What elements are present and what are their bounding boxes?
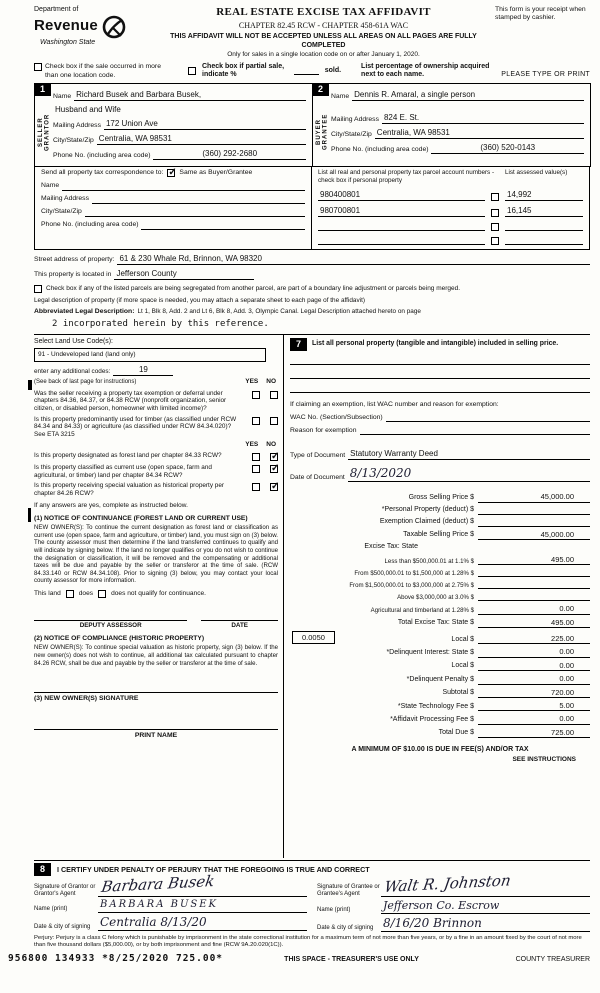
- dept-line: Department of: [34, 6, 79, 13]
- buyer-phone-label: Phone No. (including area code): [331, 145, 429, 153]
- tax-value-field[interactable]: 495.00: [478, 618, 590, 628]
- tax-row-affidavit-fee: *Affidavit Processing Fee $ 0.00: [290, 714, 590, 724]
- assessed-value-field[interactable]: [505, 222, 583, 231]
- reason-exemption-label: Reason for exemption: [290, 426, 357, 434]
- parcel-number-field[interactable]: [318, 222, 485, 231]
- parcel-row: [318, 236, 583, 245]
- notice-compliance-title: (2) NOTICE OF COMPLIANCE (HISTORIC PROPERTY): [34, 635, 205, 643]
- grantor-name-print-label: Name (print): [34, 906, 68, 913]
- certification-statement: I CERTIFY UNDER PENALTY OF PERJURY THAT THE FOREGOING IS TRUE AND CORRECT: [57, 864, 370, 874]
- wac-number-field[interactable]: [386, 413, 590, 422]
- receipt-note: This form is your receipt when stamped by cashier.: [495, 6, 586, 22]
- dor-swirl-icon: [101, 15, 127, 39]
- section-8-number: 8: [34, 863, 51, 876]
- tax-value-field[interactable]: [478, 580, 590, 589]
- grantor-name-print-field[interactable]: BARBARA BUSEK: [98, 899, 307, 913]
- assessed-value-field[interactable]: 14,992: [505, 190, 583, 201]
- personal-property-line[interactable]: [290, 353, 590, 365]
- notice-compliance-text: NEW OWNER(S): To continue special valuation as historic property, sign (3) below. If the new owner(s) does not wish to continue, all additional tax calculated pursuant to chapter 84.26 RCW, shall be due and payable by the seller or transferor at the time of sale.: [34, 644, 278, 667]
- yes-header: YES: [245, 440, 259, 448]
- single-location-note: Only for sales in a single location code on or after January 1, 2020.: [227, 51, 420, 59]
- buyer-phone-field[interactable]: (360) 520-0143: [431, 143, 584, 154]
- ink-mark: [28, 508, 31, 522]
- street-address-field[interactable]: 61 & 230 Whale Rd, Brinnon, WA 98320: [117, 254, 590, 265]
- timber-yes-checkbox[interactable]: [252, 417, 260, 425]
- partial-sale-percent-field[interactable]: [294, 67, 319, 75]
- grantee-date-city-label: Date & city of signing: [317, 925, 374, 932]
- new-owner-signature-field[interactable]: [34, 677, 278, 693]
- grantee-name-print-field[interactable]: Jefferson Co. Escrow: [381, 899, 590, 914]
- historic-yes-checkbox[interactable]: [252, 483, 260, 491]
- buyer-csz-label: City/State/Zip: [331, 130, 372, 138]
- tax-value-field[interactable]: 0.00: [478, 714, 590, 724]
- personal-property-checkbox[interactable]: [491, 209, 499, 217]
- deputy-assessor-signature-field[interactable]: [34, 612, 187, 621]
- buyer-mailing-field[interactable]: 824 E. St.: [382, 113, 584, 124]
- personal-property-line[interactable]: [290, 367, 590, 379]
- parcel-number-field[interactable]: 980700801: [318, 206, 485, 217]
- question-forest-land: Is this property designated as forest land per chapter 84.33 RCW? ✓: [34, 452, 278, 461]
- does-label: does: [78, 589, 94, 597]
- certification-section: [34, 860, 590, 950]
- local-rate-box[interactable]: 0.0050: [292, 631, 335, 644]
- seller-name2-field[interactable]: Husband and Wife: [55, 105, 121, 115]
- tax-value-field[interactable]: 0.00: [478, 604, 590, 614]
- tax-value-field[interactable]: [478, 506, 590, 515]
- corr-name-label: Name: [41, 182, 60, 190]
- partial-sale-suffix: sold.: [324, 67, 342, 74]
- partial-sale-checkbox[interactable]: [188, 67, 196, 75]
- acceptance-warning: THIS AFFIDAVIT WILL NOT BE ACCEPTED UNLESS ALL AREAS ON ALL PAGES ARE FULLY COMPLETED: [170, 32, 477, 49]
- county-treasurer-label: COUNTY TREASURER: [515, 956, 590, 964]
- personal-property-checkbox[interactable]: [491, 193, 499, 201]
- question-current-use: Is this property classified as current use (open space, farm and agricultural, or timber) land per chapter 84.34 RCW? ✓: [34, 464, 278, 479]
- doc-date-label: Date of Document: [290, 473, 345, 481]
- street-address-label: Street address of property:: [34, 256, 115, 264]
- tax-value-field[interactable]: [478, 568, 590, 577]
- tax-row-tier3: From $1,500,000.01 to $3,000,000 at 2.75% $: [290, 580, 590, 589]
- doc-type-label: Type of Document: [290, 451, 346, 459]
- seller-mailing-label: Mailing Address: [53, 121, 101, 129]
- tax-value-field[interactable]: [478, 518, 590, 527]
- buyer-mailing-label: Mailing Address: [331, 115, 379, 123]
- see-instructions-note: SEE INSTRUCTIONS: [512, 755, 576, 763]
- timber-no-checkbox[interactable]: [270, 417, 278, 425]
- doc-type-field[interactable]: Statutory Warranty Deed: [348, 449, 590, 460]
- grantee-name-print-label: Name (print): [317, 907, 351, 914]
- personal-property-checkbox[interactable]: [491, 223, 499, 231]
- continuance-prefix: This land: [34, 589, 61, 597]
- abbrev-legal-label: Abbreviated Legal Description:: [34, 307, 135, 315]
- notice-continuance-title: (1) NOTICE OF CONTINUANCE (FOREST LAND OR CURRENT USE): [34, 514, 248, 522]
- corr-name-field[interactable]: [62, 182, 305, 191]
- tax-row-tier1: Less than $500,000.01 at 1.1% $ 495.00: [290, 555, 590, 565]
- wac-number-label: WAC No. (Section/Subsection): [290, 413, 383, 421]
- treasurer-footer: [8, 953, 590, 965]
- section-7-number: 7: [290, 338, 307, 351]
- additional-codes-field[interactable]: 19: [113, 365, 173, 376]
- land-use-column: [34, 335, 284, 858]
- no-header: NO: [266, 378, 276, 386]
- tax-value-field[interactable]: 0.00: [478, 647, 590, 657]
- assessor-date-label: DATE: [231, 622, 248, 630]
- personal-property-line[interactable]: [290, 381, 590, 393]
- seller-phone-label: Phone No. (including area code): [53, 151, 151, 159]
- grantor-signature-field[interactable]: Barbara Busek: [98, 878, 307, 898]
- treasurer-space-label: THIS SPACE - TREASURER'S USE ONLY: [284, 956, 419, 964]
- no-header: NO: [266, 440, 276, 448]
- question-deferral: Was the seller receiving a property tax exemption or deferral under chapters 84.36, 84.37, or 84.38 RCW (nonprofit organization, senior citizen, or disabled person, homeowner with limited income)?: [34, 390, 278, 413]
- reason-exemption-field[interactable]: [360, 426, 591, 435]
- located-in-label: This property is located in: [34, 271, 112, 279]
- question-timber: Is this property predominantly used for timber (as classified under RCW 84.34 and 84.33) or agriculture (as classified under RCW 84.34.020)? See ETA 3215: [34, 416, 278, 439]
- tax-row-subtotal: Subtotal $ 720.00: [290, 688, 590, 698]
- new-owner-signature-label: (3) NEW OWNER(S) SIGNATURE: [34, 695, 139, 703]
- select-land-use-label: Select Land Use Code(s):: [34, 337, 113, 345]
- grantor-date-city-field[interactable]: Centralia 8/13/20: [98, 915, 307, 931]
- complete-below-note: If any answers are yes, complete as instructed below.: [34, 501, 188, 509]
- historic-no-checkbox[interactable]: [270, 483, 278, 491]
- cashier-stamp: 956800 134933 *8/25/2020 725.00*: [8, 953, 224, 965]
- abbrev-legal-typed-line[interactable]: 2 incorporated herein by this reference.: [52, 319, 269, 330]
- tax-value-field[interactable]: 495.00: [478, 555, 590, 565]
- form-title: REAL ESTATE EXCISE TAX AFFIDAVIT: [216, 6, 431, 18]
- tax-value-field[interactable]: 720.00: [478, 688, 590, 698]
- multi-location-label: Check box if the sale occurred in more than one location code.: [45, 63, 161, 79]
- tax-row-local: 0.0050 Local $ 225.00: [290, 631, 590, 644]
- section-7-column: [284, 335, 590, 858]
- grantee-signature-field[interactable]: Walt R. Johnston: [381, 878, 590, 898]
- exemption-claim-label: If claiming an exemption, list WAC number and reason for exemption:: [290, 400, 499, 408]
- deferral-no-checkbox[interactable]: [270, 391, 278, 399]
- seller-mailing-field[interactable]: 172 Union Ave: [104, 119, 306, 130]
- see-back-note: (See back of last page for instructions): [34, 379, 137, 386]
- tax-row-total-due: Total Due $ 725.00: [290, 728, 590, 738]
- section-2-number: 2: [312, 83, 329, 96]
- grantee-certify-column: [317, 870, 590, 933]
- parcel-row: [318, 206, 583, 217]
- does-not-label: does not qualify for continuance.: [111, 589, 207, 597]
- buyer-name-label: Name: [331, 92, 350, 100]
- does-qualify-checkbox[interactable]: [66, 590, 74, 598]
- assessor-date-field[interactable]: [201, 612, 278, 621]
- ownership-note: List percentage of ownership acquired next to each name.: [361, 62, 490, 79]
- tax-row-tier4: Above $3,000,000 at 3.0% $: [290, 592, 590, 601]
- seller-name-field[interactable]: Richard Busek and Barbara Busek,: [74, 90, 306, 101]
- grantor-date-city-label: Date & city of signing: [34, 924, 91, 931]
- segregated-label: Check box if any of the listed parcels are being segregated from another parcel, are part of a boundary line adjustment or parcels being merged.: [46, 284, 461, 292]
- same-as-buyer-checkbox[interactable]: [167, 169, 175, 177]
- ink-mark: [28, 380, 32, 390]
- tax-row-delinquent-interest-local: Local $ 0.00: [290, 661, 590, 671]
- tax-row-tier2: From $500,000.01 to $1,500,000 at 1.28% $: [290, 568, 590, 577]
- assessed-value-field[interactable]: [505, 236, 583, 245]
- tax-row-delinquent-penalty: *Delinquent Penalty $ 0.00: [290, 674, 590, 684]
- minimum-fee-note: A MINIMUM OF $10.00 IS DUE IN FEE(S) AND/OR TAX: [351, 746, 529, 754]
- parcel-number-field[interactable]: [318, 236, 485, 245]
- current-use-yes-checkbox[interactable]: [252, 465, 260, 473]
- seller-phone-field[interactable]: (360) 292-2680: [153, 149, 306, 160]
- dor-logo: [34, 6, 152, 48]
- assessed-value-header: List assessed value(s): [505, 169, 568, 177]
- doc-date-field[interactable]: 8/13/2020: [348, 466, 590, 482]
- send-correspondence-label: Send all property tax correspondence to:: [41, 169, 164, 177]
- current-use-no-checkbox[interactable]: [270, 465, 278, 473]
- parcel-row: [318, 190, 583, 201]
- print-name-label: PRINT NAME: [134, 731, 178, 739]
- located-county-field[interactable]: Jefferson County: [114, 269, 254, 280]
- tax-value-field[interactable]: 0.00: [478, 661, 590, 671]
- buyer-section: [312, 83, 591, 167]
- seller-name-label: Name: [53, 92, 72, 100]
- does-not-qualify-checkbox[interactable]: [98, 590, 106, 598]
- corr-csz-field[interactable]: [85, 208, 305, 217]
- personal-property-header: List all personal property (tangible and intangible) included in selling price.: [312, 339, 559, 347]
- form-header: [34, 6, 590, 59]
- tax-row-excise-header: Excise Tax: State: [364, 543, 418, 551]
- corr-phone-field[interactable]: [141, 221, 305, 230]
- buyer-side-label: BUYER GRANTEE: [316, 113, 329, 151]
- legal-description-label: Legal description of property (if more space is needed, you may attach a separate sheet to each page of the affidavit): [34, 296, 365, 304]
- tax-value-field[interactable]: 45,000.00: [478, 492, 590, 502]
- question-historic: Is this property receiving special valuation as historical property per chapter 84.26 RCW? ✓: [34, 482, 278, 497]
- tax-row-exemption: Exemption Claimed (deduct) $: [290, 518, 590, 527]
- buyer-name-field[interactable]: Dennis R. Amaral, a single person: [352, 90, 584, 101]
- grantor-signature-label: Signature of Grantor or Grantor's Agent: [34, 883, 96, 897]
- tax-value-field[interactable]: 225.00: [478, 634, 590, 644]
- same-as-buyer-label: Same as Buyer/Grantee: [179, 169, 253, 177]
- tax-value-field[interactable]: 0.00: [478, 674, 590, 684]
- corr-mailing-field[interactable]: [92, 195, 305, 204]
- partial-sale-label: Check box if partial sale, indicate %: [202, 62, 285, 79]
- land-use-code-select[interactable]: 91 - Undeveloped land (land only): [34, 348, 266, 362]
- forest-yes-checkbox[interactable]: [252, 453, 260, 461]
- corr-csz-label: City/State/Zip: [41, 208, 82, 216]
- seller-csz-field[interactable]: Centralia, WA 98531: [97, 134, 306, 145]
- deferral-yes-checkbox[interactable]: [252, 391, 260, 399]
- seller-csz-label: City/State/Zip: [53, 136, 94, 144]
- tax-value-field[interactable]: 5.00: [478, 701, 590, 711]
- agency-name: Revenue: [34, 17, 98, 35]
- notice-continuance-text: NEW OWNER(S): To continue the current designation as forest land or classification as current use (open space, farm and agriculture, or timber) land, you must sign on (3) below. The county assessor must then determine if the land transferred continues to qualify and will indicate by signing below. If the land no longer qualifies or you do not wish to continue the designation or classification, it will be removed and the compensating or additional taxes will be due and payable by the seller or transferor at the time of sale. (RCW 84.33.140 or RCW 84.34.108). Prior to signing (3) below, you may contact your local county assessor for more information.: [34, 524, 278, 585]
- parcel-row: [318, 222, 583, 231]
- seller-section: [34, 83, 313, 167]
- corr-mailing-label: Mailing Address: [41, 195, 89, 203]
- correspondence-section: [34, 167, 590, 250]
- tax-row-agricultural: Agricultural and timberland at 1.28% $ 0.00: [290, 604, 590, 614]
- section-1-number: 1: [34, 83, 51, 96]
- tax-row-delinquent-interest-state: *Delinquent Interest: State $ 0.00: [290, 647, 590, 657]
- tax-row-personal: *Personal Property (deduct) $: [290, 506, 590, 515]
- tax-row-tech-fee: *State Technology Fee $ 5.00: [290, 701, 590, 711]
- multi-location-checkbox[interactable]: [34, 63, 42, 71]
- buyer-csz-field[interactable]: Centralia, WA 98531: [375, 128, 584, 139]
- form-subtitle: CHAPTER 82.45 RCW - CHAPTER 458-61A WAC: [238, 20, 409, 30]
- new-owner-print-name-field[interactable]: [34, 714, 278, 730]
- additional-codes-label: enter any additional codes:: [34, 368, 111, 376]
- tax-value-field[interactable]: [478, 592, 590, 601]
- deputy-assessor-label: DEPUTY ASSESSOR: [79, 622, 142, 630]
- forest-no-checkbox[interactable]: [270, 453, 278, 461]
- parcel-list-header: List all real and personal property tax parcel account numbers - check box if personal property: [318, 169, 495, 184]
- tax-value-field[interactable]: 725.00: [478, 728, 590, 738]
- personal-property-checkbox[interactable]: [491, 237, 499, 245]
- abbrev-legal-value[interactable]: Lt 1, Blk 8, Add. 2 and Lt 6, Blk 8, Add. 3, Olympic Canal. Legal Description attached hereto on page: [137, 308, 421, 316]
- yes-header: YES: [245, 378, 259, 386]
- tax-value-field[interactable]: 45,000.00: [478, 530, 590, 540]
- tax-row-total-state: Total Excise Tax: State $ 495.00: [290, 618, 590, 628]
- grantee-date-city-field[interactable]: 8/16/20 Brinnon: [381, 916, 590, 932]
- parcel-number-field[interactable]: 980400801: [318, 190, 485, 201]
- tax-row-gross: Gross Selling Price $ 45,000.00: [290, 492, 590, 502]
- agency-sub: Washington State: [40, 38, 96, 46]
- corr-phone-label: Phone No. (including area code): [41, 221, 139, 229]
- grantee-signature-label: Signature of Grantee or Grantee's Agent: [317, 883, 380, 897]
- seller-side-label: SELLER GRANTOR: [38, 113, 51, 151]
- segregated-checkbox[interactable]: [34, 285, 42, 293]
- grantor-certify-column: [34, 871, 307, 933]
- perjury-notice: Perjury: Perjury is a class C felony which is punishable by imprisonment in the state correctional institution for a maximum term of not more than five years, or by a fine in an amount fixed by the court of not more than five thousand dollars ($5,000.00), or by both imprisonment and fine (RCW 9A.20.020(1C)).: [34, 935, 582, 949]
- tax-row-taxable: Taxable Selling Price $ 45,000.00: [290, 530, 590, 540]
- assessed-value-field[interactable]: 16,145: [505, 206, 583, 217]
- type-or-print-note: PLEASE TYPE OR PRINT: [501, 71, 590, 79]
